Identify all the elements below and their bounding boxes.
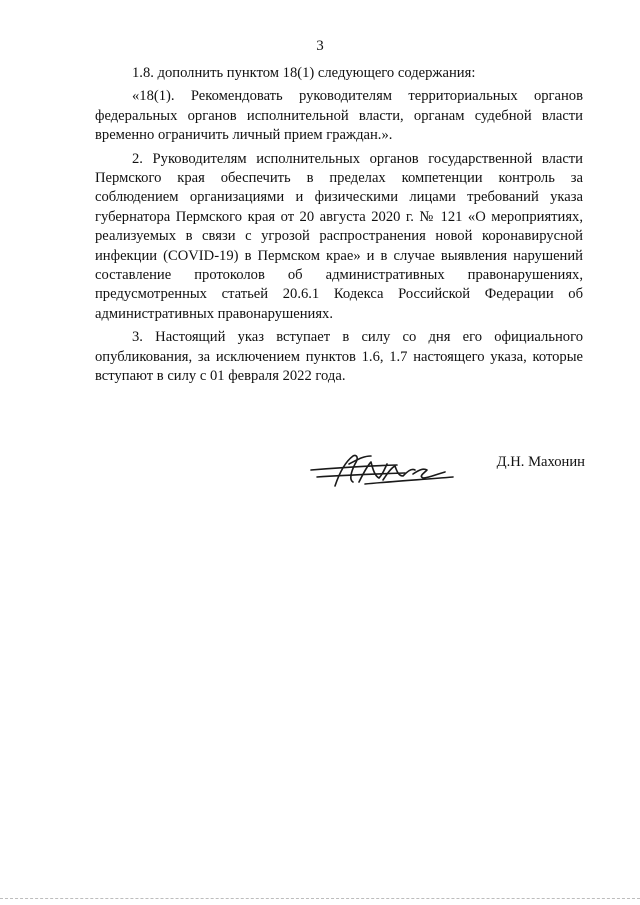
scan-edge-divider xyxy=(0,898,640,899)
signer-name: Д.Н. Махонин xyxy=(496,454,585,470)
paragraph-3: 3. Настоящий указ вступает в силу со дня его официального опубликования, за исключением пунктов 1.6, 1.7 настоящего указа, которые вступают в силу с 01 февраля 2022 года. xyxy=(95,329,583,385)
signature-block xyxy=(305,440,590,500)
handwritten-signature-icon xyxy=(305,444,465,494)
paragraph-1-8: 1.8. дополнить пунктом 18(1) следующего содержания: xyxy=(132,65,476,81)
page-number: 3 xyxy=(316,38,324,54)
document-body xyxy=(95,64,583,391)
paragraph-2: 2. Руководителям исполнительных органов государственной власти Пермского края обеспечить в пределах компетенции контроль за соблюдением организациями и физическими лицами требований указа губернатора Пермского края от 20 августа 2020 г. № 121 «О мероприятиях, реализуемых в связи с угрозой распространения новой коронавирусной инфекции (COVID-19) в Пермском крае» и в случае выявления нарушений составление протоколов об административных правонарушениях, предусмотренных статьей 20.6.1 Кодекса Российской Федерации об административных правонарушениях. xyxy=(95,150,583,322)
paragraph-18-1-quote: «18(1). Рекомендовать руководителям территориальных органов федеральных органов исполнительной власти, органам судебной власти временно ограничить личный прием граждан.». xyxy=(95,88,583,144)
